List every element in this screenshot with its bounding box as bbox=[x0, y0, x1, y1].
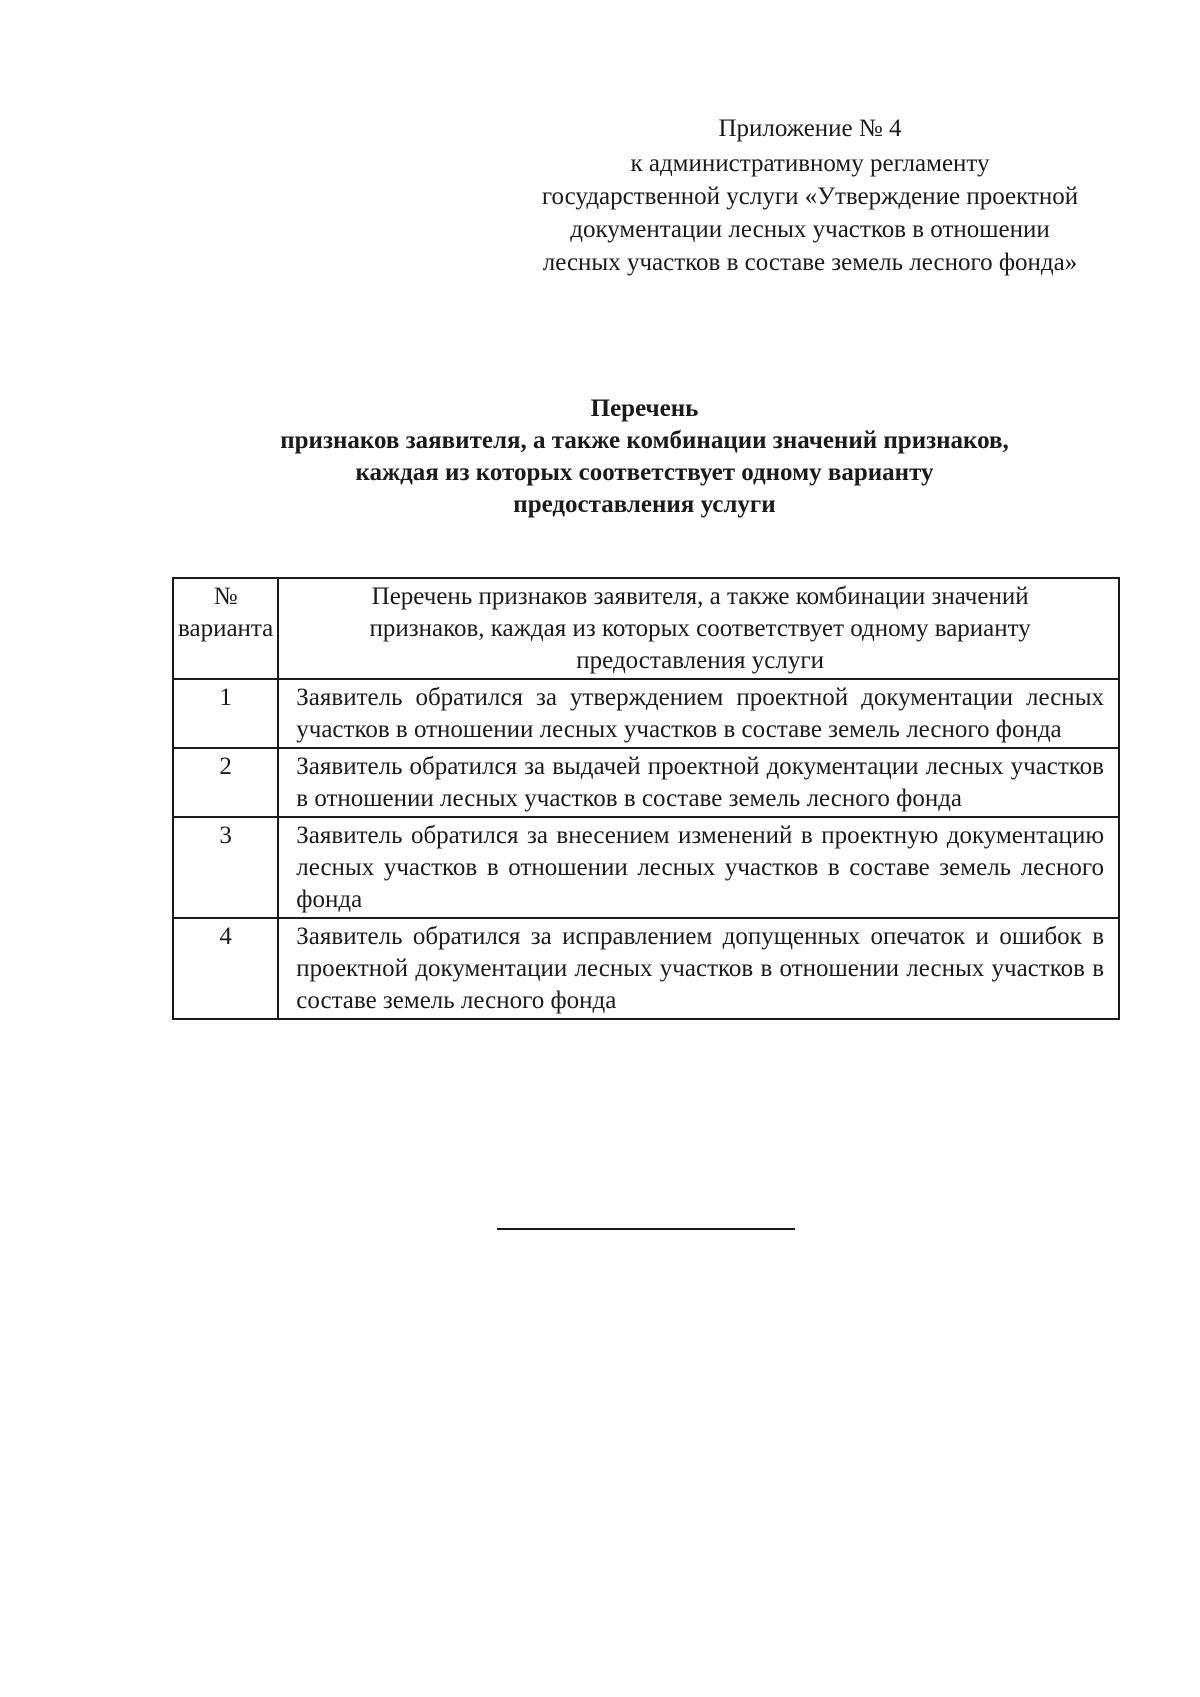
heading-title: Перечень bbox=[590, 395, 699, 422]
table-row bbox=[173, 748, 1119, 817]
table-row bbox=[173, 679, 1119, 748]
variant-number: 4 bbox=[173, 918, 278, 1019]
appendix-line: государственной услуги «Утверждение проектной bbox=[541, 183, 1079, 210]
document-heading bbox=[172, 393, 1117, 521]
table-header-row bbox=[173, 578, 1119, 679]
variant-number: 2 bbox=[173, 748, 278, 817]
heading-line: каждая из которых соответствует одному варианту bbox=[355, 459, 934, 486]
header-desc-line: признаков, каждая из которых соответствует одному варианту bbox=[369, 615, 1031, 642]
variant-description: Заявитель обратился за утверждением проектной документации лесных участков в отношении лесных участков в составе земель лесного фонда bbox=[278, 679, 1119, 748]
table-row bbox=[173, 918, 1119, 1019]
variant-number: 3 bbox=[173, 817, 278, 918]
header-desc-line: Перечень признаков заявителя, а также комбинации значений bbox=[371, 583, 1029, 610]
header-num-line: варианта bbox=[178, 615, 274, 642]
variant-description: Заявитель обратился за исправлением допущенных опечаток и ошибок в проектной документации лесных участков в отношении лесных участков в составе земель лесного фонда bbox=[278, 918, 1119, 1019]
appendix-line: к административному регламенту bbox=[630, 150, 990, 177]
header-num-line: № bbox=[213, 583, 238, 610]
end-divider-line bbox=[497, 1228, 795, 1230]
header-desc-line: предоставления услуги bbox=[576, 647, 824, 674]
header-variant-number bbox=[173, 578, 278, 679]
appendix-block bbox=[500, 112, 1120, 279]
variant-number: 1 bbox=[173, 679, 278, 748]
variant-description: Заявитель обратился за выдачей проектной документации лесных участков в отношении лесных участков в составе земель лесного фонда bbox=[278, 748, 1119, 817]
appendix-number: Приложение № 4 bbox=[718, 115, 902, 142]
heading-line: предоставления услуги bbox=[513, 491, 776, 518]
appendix-line: лесных участков в составе земель лесного фонда» bbox=[542, 249, 1078, 276]
header-description bbox=[278, 578, 1119, 679]
variant-description: Заявитель обратился за внесением изменений в проектную документацию лесных участков в отношении лесных участков в составе земель лесного фонда bbox=[278, 817, 1119, 918]
appendix-line: документации лесных участков в отношении bbox=[570, 216, 1050, 243]
variants-table bbox=[172, 577, 1120, 1020]
table-row bbox=[173, 817, 1119, 918]
heading-line: признаков заявителя, а также комбинации значений признаков, bbox=[280, 427, 1009, 454]
